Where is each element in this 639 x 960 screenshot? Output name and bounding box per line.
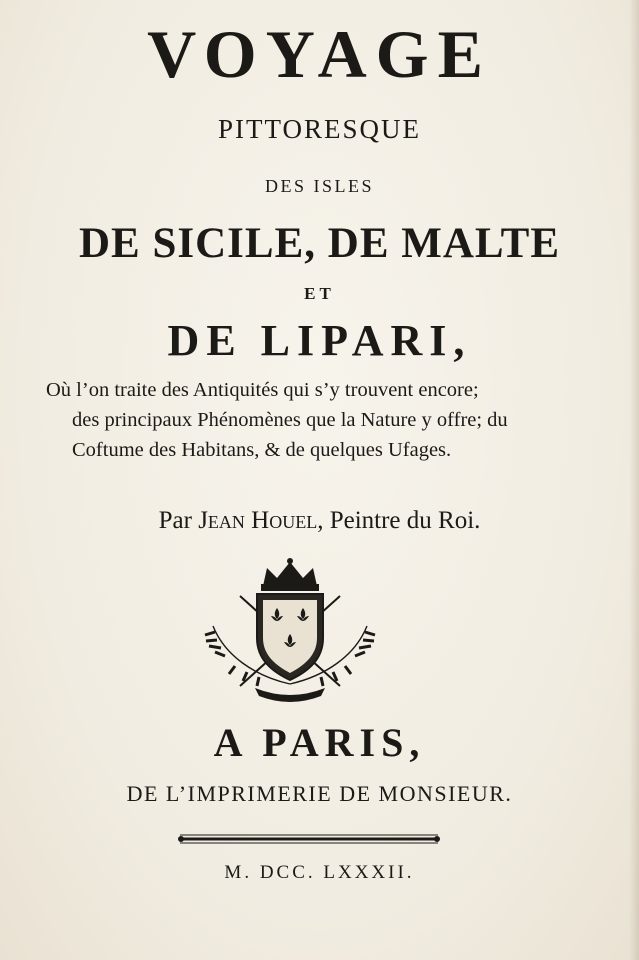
decorative-rule (178, 832, 440, 846)
book-title: VOYAGE (147, 16, 492, 92)
publication-year: M. DCC. LXXXII. (224, 862, 415, 883)
author-name: Jean Houel (198, 507, 318, 534)
author-suffix: , Peintre du Roi. (317, 507, 481, 534)
des-isles-line: DES ISLES (264, 176, 374, 196)
description-line-1: Où l’on traite des Antiquités qui s’y trouvent encore; (46, 379, 479, 401)
author-line (0, 505, 639, 537)
printer-line: DE L’IMPRIMERIE DE MONSIEUR. (126, 781, 513, 806)
royal-coat-of-arms-icon (195, 556, 385, 706)
islands-line: DE SICILE, DE MALTE (79, 220, 560, 267)
author-prefix: Par (158, 507, 199, 534)
lipari-line: DE LIPARI, (167, 316, 472, 365)
description-line-2: des principaux Phénomènes que la Nature y offre; du (72, 409, 508, 431)
conjunction-line: ET (304, 284, 335, 303)
description-line-3: Coftume des Habitans, & de quelques Ufages. (72, 439, 452, 461)
place-line: A PARIS, (213, 720, 426, 765)
book-subtitle: PITTORESQUE (217, 114, 421, 144)
